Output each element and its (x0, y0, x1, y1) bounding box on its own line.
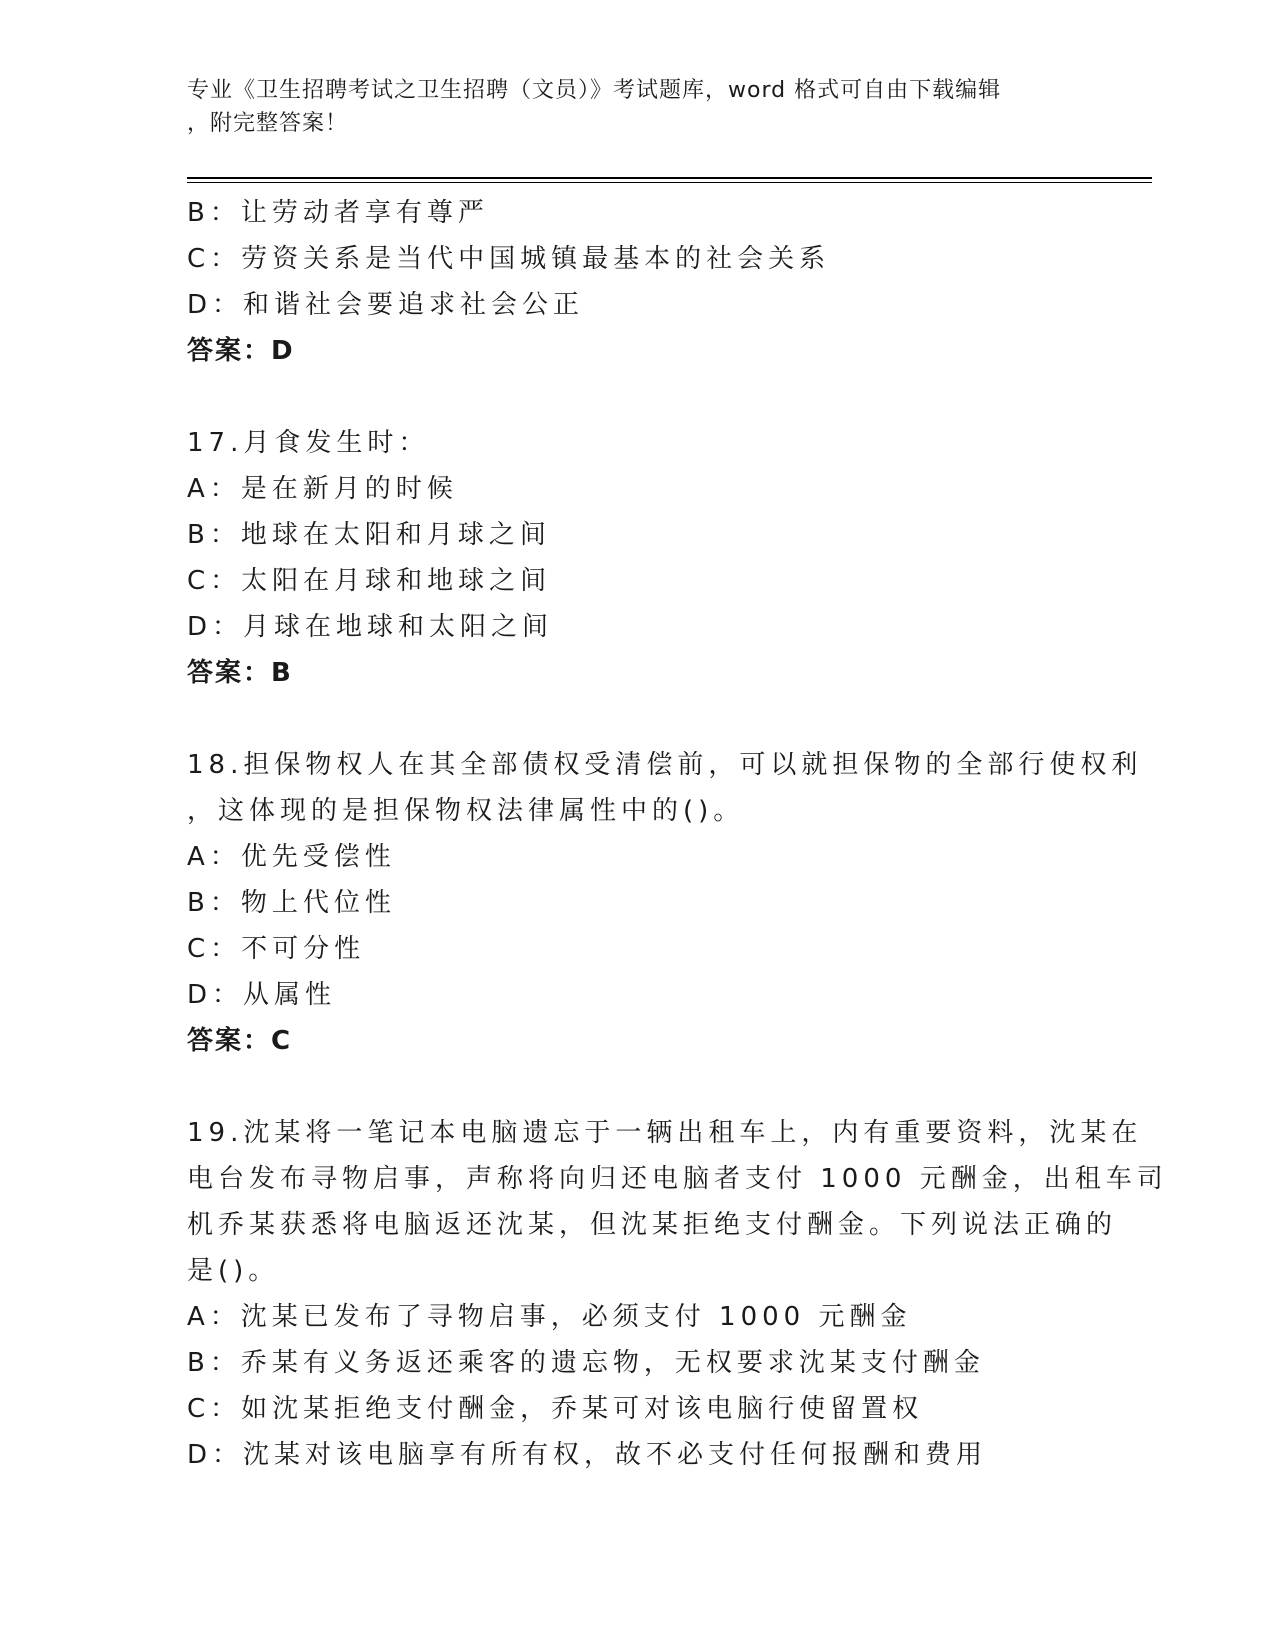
question-stem: 19.沈某将一笔记本电脑遗忘于一辆出租车上，内有重要资料，沈某在 (187, 1118, 1143, 1148)
option-b: B：乔某有义务返还乘客的遗忘物，无权要求沈某支付酬金 (187, 1348, 985, 1378)
question-stem: 18.担保物权人在其全部债权受清偿前，可以就担保物的全部行使权利 (187, 750, 1143, 780)
option-b: B：让劳动者享有尊严 (187, 198, 489, 228)
option-a: A：沈某已发布了寻物启事，必须支付 1000 元酬金 (187, 1302, 912, 1332)
option-c: C：劳资关系是当代中国城镇最基本的社会关系 (187, 244, 831, 274)
question-19 (187, 1110, 1168, 1478)
document-header: 专业《卫生招聘考试之卫生招聘（文员）》考试题库，word 格式可自由下载编辑 ，附完整答案！ (187, 78, 1002, 136)
question-17 (187, 420, 1087, 696)
question-stem: 机乔某获悉将电脑返还沈某，但沈某拒绝支付酬金。下列说法正确的 (187, 1210, 1118, 1240)
option-d: D：和谐社会要追求社会公正 (187, 290, 585, 320)
question-stem: 是()。 (187, 1256, 280, 1286)
question-16-continuation (187, 190, 1087, 374)
option-c: C：不可分性 (187, 934, 366, 964)
option-a: A：优先受偿性 (187, 842, 396, 872)
header-divider (187, 177, 1152, 183)
option-c: C：如沈某拒绝支付酬金，乔某可对该电脑行使留置权 (187, 1394, 924, 1424)
option-b: B：地球在太阳和月球之间 (187, 520, 551, 550)
answer: 答案：C (187, 1026, 293, 1056)
document-body (187, 190, 1168, 1478)
option-a: A：是在新月的时候 (187, 474, 458, 504)
answer: 答案：B (187, 658, 293, 688)
question-stem: 17.月食发生时： (187, 428, 430, 458)
option-c: C：太阳在月球和地球之间 (187, 566, 552, 596)
option-d: D：从属性 (187, 980, 337, 1010)
option-d: D：沈某对该电脑享有所有权，故不必支付任何报酬和费用 (187, 1440, 988, 1470)
question-18 (187, 742, 1143, 1064)
question-stem: ，这体现的是担保物权法律属性中的()。 (187, 796, 745, 826)
answer: 答案：D (187, 336, 295, 366)
option-d: D：月球在地球和太阳之间 (187, 612, 554, 642)
option-b: B：物上代位性 (187, 888, 396, 918)
question-stem: 电台发布寻物启事，声称将向归还电脑者支付 1000 元酬金，出租车司 (187, 1164, 1168, 1194)
